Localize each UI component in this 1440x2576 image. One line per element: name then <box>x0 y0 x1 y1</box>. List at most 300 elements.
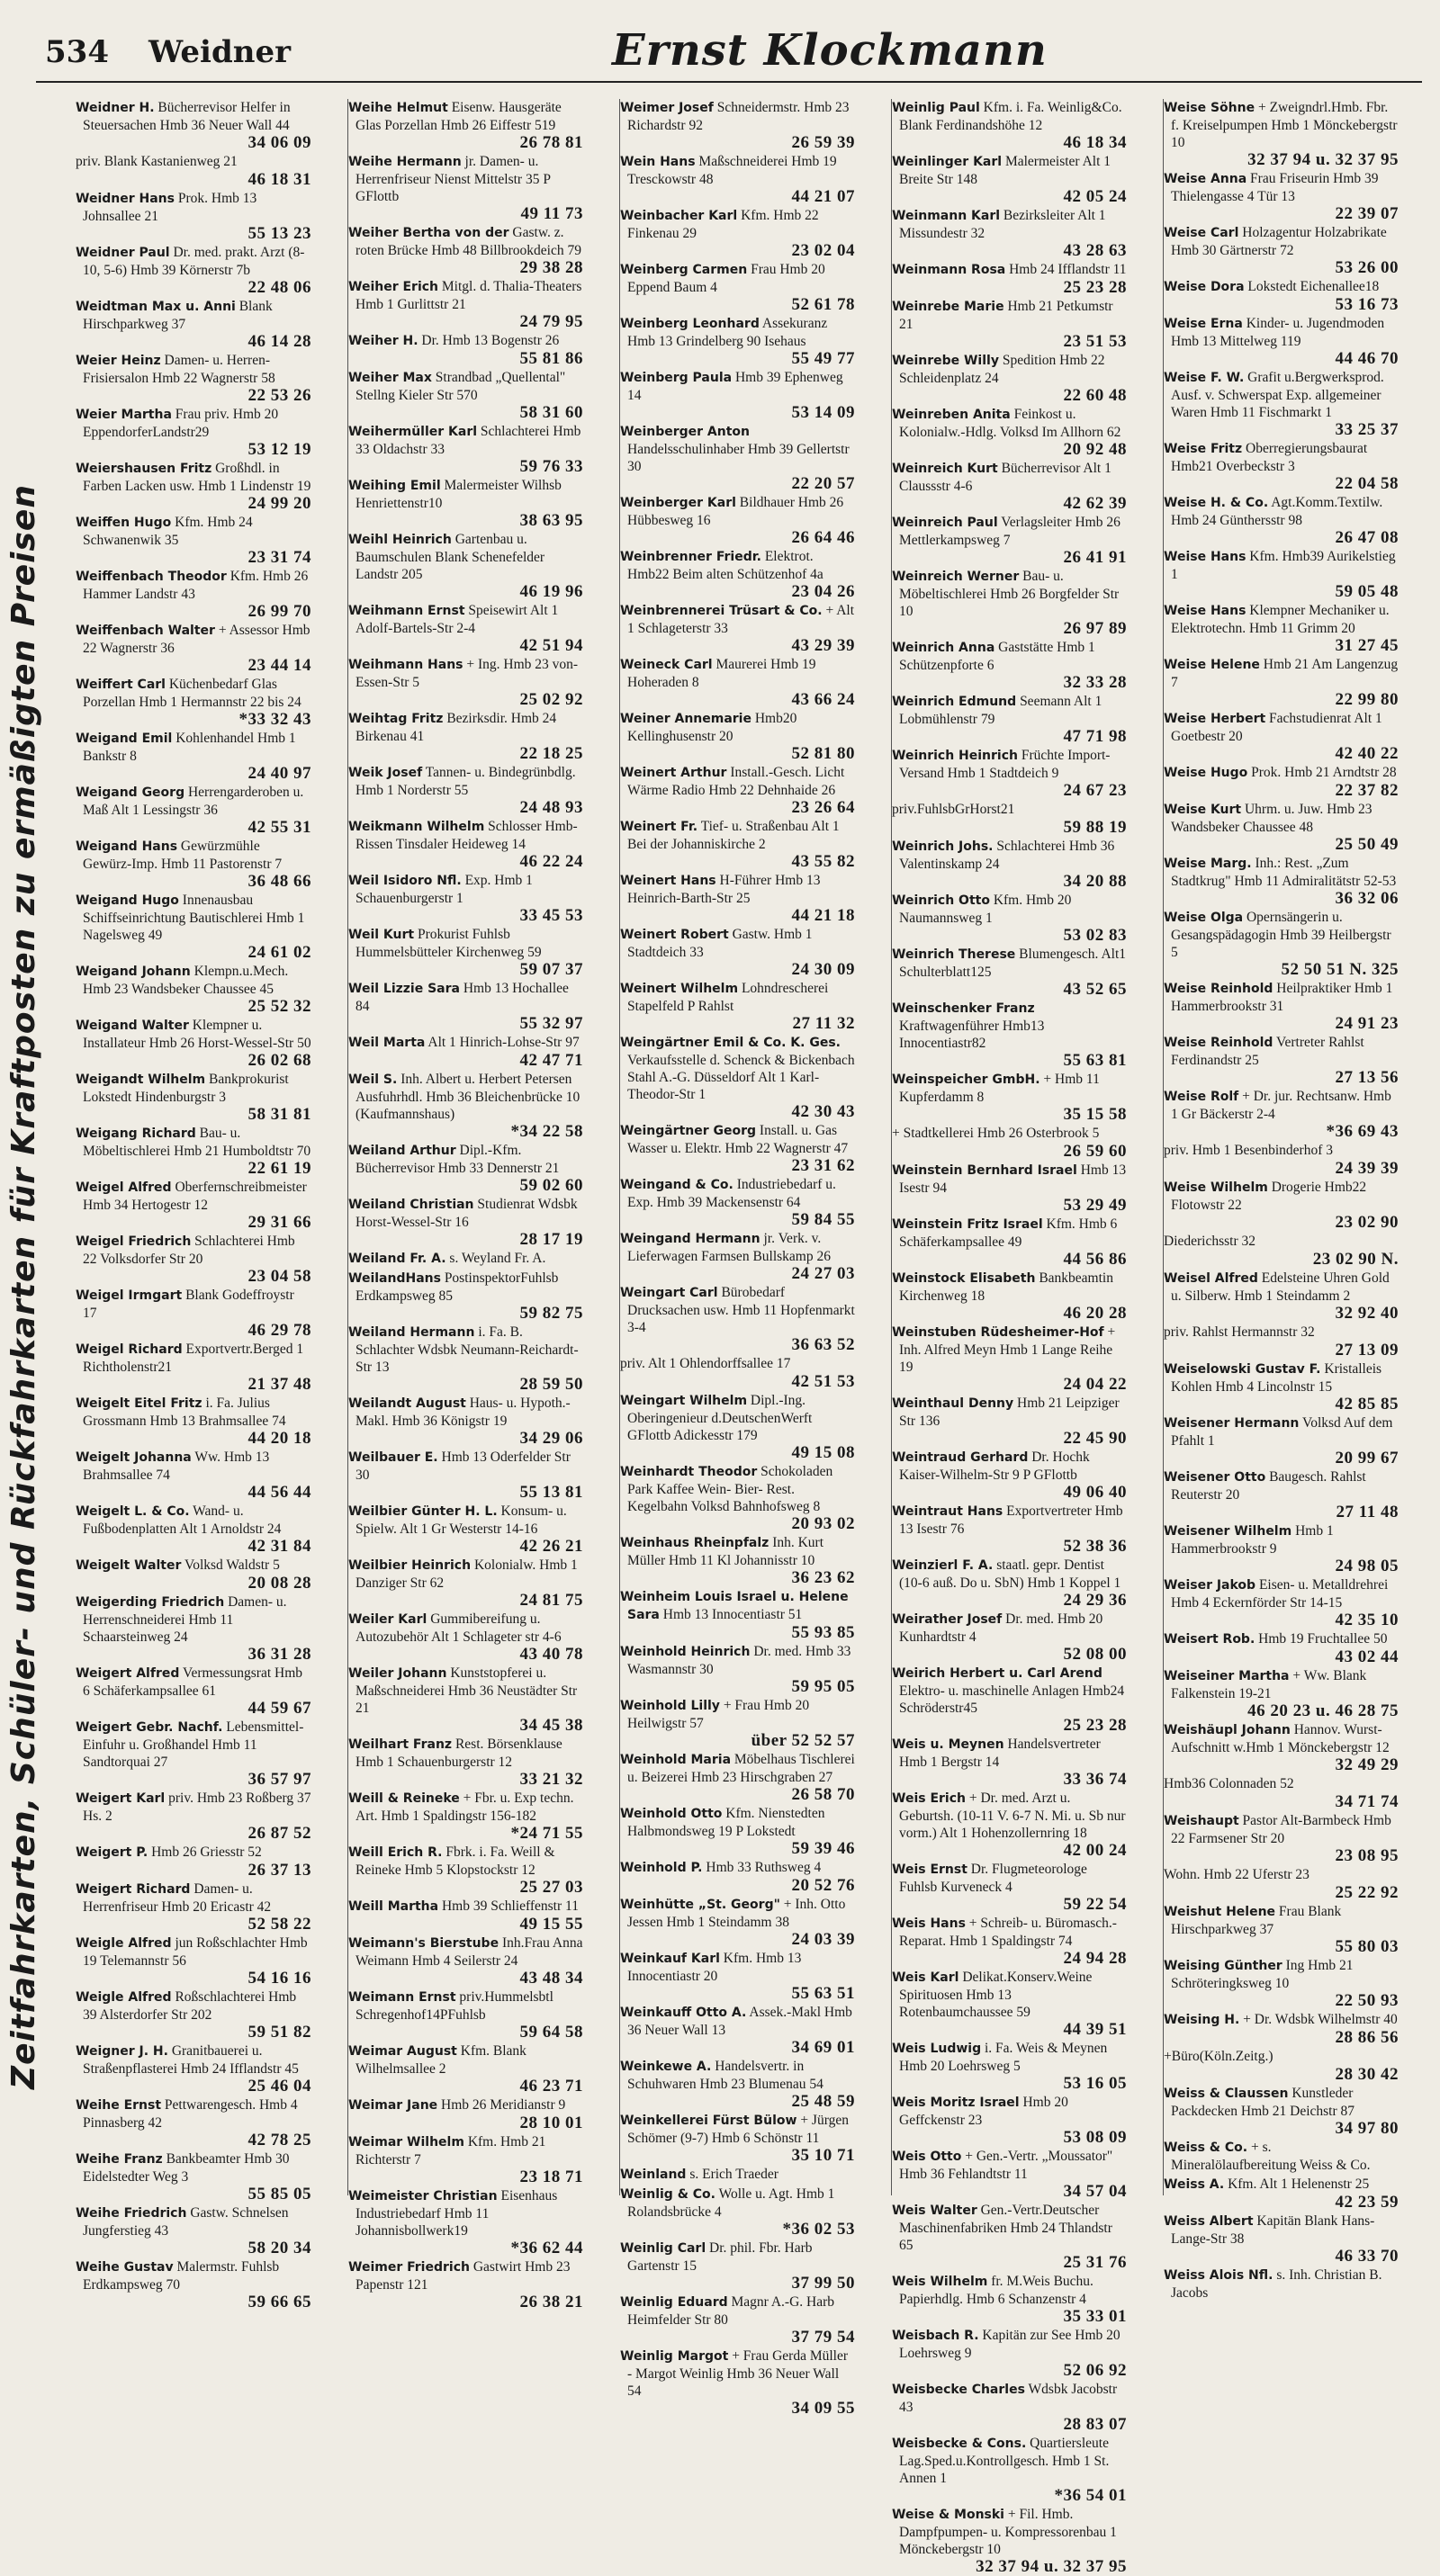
entry-phone: 25 22 92 <box>1335 1883 1399 1902</box>
entry-details: Install. u. Gas Wasser u. Elektr. Hmb 22 Wagnerstr 47 <box>627 1123 849 1156</box>
entry-details: Möbelhaus Tischlerei u. Beizerei Hmb 23 Hirschgraben 27 <box>627 1752 855 1785</box>
entry-phone: 42 23 59 <box>1335 2193 1399 2212</box>
entry-name: Weiershausen Fritz <box>76 462 212 476</box>
entry-details: Fbrk. i. Fa. Weill & Reineke Hmb 5 Klopstockstr 12 <box>356 1844 555 1878</box>
entry-phone: *36 62 44 <box>510 2239 583 2257</box>
entry-phone: 53 08 09 <box>1063 2128 1127 2147</box>
entry-details: + Inh. Alfred Meyn Hmb 1 Lange Reihe 19 <box>899 1324 1116 1375</box>
entry-name: Weinkellerei Fürst Bülow <box>620 2114 797 2128</box>
entry-name: Weinrich Heinrich <box>892 749 1018 763</box>
directory-entry <box>1164 1088 1399 1140</box>
directory-entry <box>348 1034 583 1069</box>
entry-name: Weishäupl Johann <box>1164 1723 1291 1737</box>
entry-phone: 52 81 80 <box>791 744 855 763</box>
entry-phone: *34 22 58 <box>510 1122 583 1141</box>
directory-entry <box>348 153 583 222</box>
directory-entry <box>348 872 583 924</box>
entry-details: Dr. Hochk Kaiser-Wilhelm-Str 9 P GFlottb <box>899 1450 1090 1483</box>
directory-entry <box>348 1071 583 1140</box>
entry-name: Weinrich Anna <box>892 641 995 655</box>
entry-details: + Assessor Hmb 22 Wagnerstr 36 <box>83 623 310 656</box>
entry-details: H-Führer Hmb 13 Heinrich-Barth-Str 25 <box>627 873 821 906</box>
entry-details: + Schreib- u. Büromasch.-Reparat. Hmb 1 Spaldingstr 74 <box>899 1916 1117 1949</box>
directory-entry <box>348 1142 583 1194</box>
directory-entry <box>620 1805 855 1857</box>
entry-details: Frau priv. Hmb 20 EppendorferLandstr29 <box>83 407 279 440</box>
entry-phone: 25 52 32 <box>248 997 311 1016</box>
entry-name: Weigel Richard <box>76 1342 183 1357</box>
entry-details: + s. Mineralölaufbereitung Weiss & Co. <box>1171 2140 1371 2173</box>
entry-details: Frau Friseurin Hmb 39 Thielengasse 4 Tür 13 <box>1171 171 1379 204</box>
entry-details: Kristalleis Kohlen Hmb 4 Lincolnstr 15 <box>1171 1361 1382 1395</box>
entry-name: Weis Hans <box>892 1916 966 1931</box>
directory-entry <box>892 2202 1127 2271</box>
directory-entry <box>892 1324 1127 1393</box>
directory-entry <box>892 1611 1127 1663</box>
entry-phone: 55 63 81 <box>1063 1051 1127 1070</box>
directory-entry <box>620 2004 855 2056</box>
entry-phone: 43 52 65 <box>1063 980 1127 999</box>
entry-phone: 23 04 26 <box>791 582 855 601</box>
entry-phone: 42 40 22 <box>1335 744 1399 763</box>
entry-name: Weinstein Bernhard Israel <box>892 1163 1077 1178</box>
directory-entry <box>1164 909 1399 978</box>
entry-name: Weihe Franz <box>76 2152 163 2167</box>
entry-details: Heilpraktiker Hmb 1 Hammerbrookstr 31 <box>1171 981 1393 1014</box>
directory-entry <box>1164 1721 1399 1773</box>
entry-details: Kfm. Hmb 26 Hammer Landstr 43 <box>83 569 309 602</box>
entry-details: Klempner u. Installateur Hmb 26 Horst-Wessel-Str 50 <box>83 1018 311 1051</box>
directory-entry <box>1164 440 1399 492</box>
directory-entry <box>1164 1468 1399 1521</box>
directory-entry <box>1164 1270 1399 1322</box>
entry-details: Vermessungsrat Hmb 6 Schäferkampsallee 61 <box>83 1665 303 1699</box>
entry-name: Weihtag Fritz <box>348 712 444 726</box>
directory-entry <box>76 838 311 890</box>
entry-details: Vertreter Rahlst Ferdinandstr 25 <box>1171 1035 1364 1068</box>
directory-entry <box>892 1557 1127 1609</box>
entry-name: Weigelt L. & Co. <box>76 1504 190 1519</box>
directory-entry <box>76 1287 311 1339</box>
entry-phone: 53 14 09 <box>791 403 855 422</box>
entry-phone: 25 02 92 <box>519 690 583 709</box>
entry-phone: 47 71 98 <box>1063 727 1127 746</box>
directory-entry <box>76 352 311 404</box>
entry-phone: 43 48 34 <box>519 1969 583 1988</box>
entry-phone: 37 99 50 <box>791 2274 855 2293</box>
entry-details: priv. Rahlst Hermannstr 32 <box>1164 1324 1315 1340</box>
directory-entry <box>1164 656 1399 708</box>
entry-details: Assek.-Makl Hmb 36 Neuer Wall 13 <box>627 2005 852 2038</box>
entry-name: Weis Karl <box>892 1970 959 1985</box>
entry-name: Weinlig Margot <box>620 2349 729 2364</box>
entry-details: Bezirksleiter Alt 1 Missundestr 32 <box>899 208 1106 241</box>
entry-name: Weinrich Therese <box>892 947 1016 962</box>
entry-phone: 55 80 03 <box>1335 1937 1399 1956</box>
directory-entry <box>76 1880 311 1933</box>
entry-details: Damen- u. Herren-Frisiersalon Hmb 22 Wagnerstr 58 <box>83 353 275 386</box>
directory-entry <box>620 980 855 1032</box>
entry-phone: 59 88 19 <box>1063 818 1127 837</box>
directory-entry <box>76 244 311 296</box>
directory-entry <box>620 656 855 708</box>
entry-details: Hmb 24 Ifflandstr 11 <box>1009 262 1127 277</box>
entry-details: Handelsvertr. in Schuhwaren Hmb 23 Blumenau 54 <box>627 2059 824 2092</box>
entry-phone: 24 39 39 <box>1335 1159 1399 1178</box>
entry-details: Dipl.-Ing. Oberingenieur d.DeutschenWerft GFlottb Adickesstr 179 <box>627 1393 813 1443</box>
entry-details: Hmb 33 Ruthsweg 4 <box>706 1860 822 1875</box>
entry-details: Exportvertreter Hmb 13 Isestr 76 <box>899 1503 1123 1537</box>
entry-phone: 34 45 38 <box>519 1716 583 1735</box>
entry-details: Kohlenhandel Hmb 1 Bankstr 8 <box>83 731 296 764</box>
entry-phone: 36 57 97 <box>248 1770 311 1789</box>
directory-entry <box>892 1071 1127 1123</box>
entry-details: Diederichsstr 32 <box>1164 1234 1256 1249</box>
directory-entry <box>348 926 583 978</box>
directory-entry <box>620 1122 855 1174</box>
entry-phone: 58 20 34 <box>248 2239 311 2257</box>
entry-phone: 59 05 48 <box>1335 582 1399 601</box>
entry-details: Quartiersleute Lag.Sped.u.Kontrollgesch. Hmb 1 St. Annen 1 <box>899 2436 1110 2486</box>
entry-phone: 24 27 03 <box>791 1264 855 1283</box>
entry-phone: 22 18 25 <box>519 744 583 763</box>
entry-name: Weinhardt Theodor <box>620 1465 758 1479</box>
entry-details: Innenausbau Schiffseinrichtung Bautischlerei Hmb 1 Nagelsweg 49 <box>83 893 305 943</box>
directory-entry <box>620 423 855 492</box>
entry-name: Weiss & Co. <box>1164 2141 1248 2155</box>
entry-name: Weinberger Karl <box>620 496 736 510</box>
entry-details: Schlosser Hmb-Rissen Tinsdaler Heideweg 14 <box>356 819 578 852</box>
entry-name: Weigand Hugo <box>76 893 179 908</box>
entry-phone: 32 92 40 <box>1335 1304 1399 1323</box>
directory-entry <box>892 568 1127 637</box>
directory-entry <box>1164 2085 1399 2137</box>
entry-details: Elektrot. Hmb22 Beim alten Schützenhof 4a <box>627 549 824 582</box>
entry-phone: 25 48 59 <box>791 2092 855 2111</box>
entry-phone: 42 31 84 <box>248 1537 311 1556</box>
entry-name: Weinberger Anton <box>620 425 750 439</box>
entry-details: Kapitän Blank Hans-Lange-Str 38 <box>1171 2213 1375 2247</box>
directory-entry <box>1164 1179 1399 1231</box>
directory-entry <box>76 2042 311 2095</box>
entry-name: Weigert Karl <box>76 1791 166 1806</box>
entry-name: Weinert Robert <box>620 928 729 942</box>
entry-details: Baugesch. Rahlst Reuterstr 20 <box>1171 1469 1366 1503</box>
entry-name: Weigle Alfred <box>76 1990 172 2005</box>
entry-name: Weiland Fr. A. <box>348 1252 446 1266</box>
entry-name: Weinert Hans <box>620 874 716 888</box>
entry-phone: 42 30 43 <box>791 1102 855 1121</box>
entry-name: Weise Dora <box>1164 280 1245 294</box>
directory-entry <box>620 1697 855 1749</box>
directory-entry <box>348 2096 583 2132</box>
entry-details: Schlachterei Hmb 22 Volksdorfer Str 20 <box>83 1234 295 1267</box>
directory-entry <box>620 153 855 205</box>
header-rule <box>36 81 1422 83</box>
entry-details: Gummibereifung u. Autozubehör Alt 1 Schlageter str 4-6 <box>356 1611 562 1645</box>
entry-name: Weise H. & Co. <box>1164 496 1269 510</box>
entry-details: Gastwirt Hmb 23 Papenstr 121 <box>356 2259 571 2293</box>
directory-entry <box>620 2112 855 2164</box>
entry-name: Weiss Albert <box>1164 2214 1254 2229</box>
entry-name: Weiseiner Martha <box>1164 1669 1290 1683</box>
entry-name: Weigner J. H. <box>76 2044 168 2059</box>
entry-name: Weinhold Otto <box>620 1807 723 1821</box>
entry-details: Kfm. Nienstedten Halbmondsweg 19 P Lokstedt <box>627 1806 825 1839</box>
entry-name: Weinbacher Karl <box>620 209 738 223</box>
directory-entry <box>892 2381 1127 2433</box>
entry-phone: 33 45 53 <box>519 906 583 925</box>
entry-details: Kunstleder Packdecken Hmb 21 Deichstr 87 <box>1171 2086 1355 2119</box>
directory-entry <box>76 1988 311 2041</box>
directory-entry <box>1164 1522 1399 1575</box>
entry-phone: 24 91 23 <box>1335 1014 1399 1033</box>
entry-details: Industriebedarf u. Exp. Hmb 39 Mackensenstr 64 <box>627 1177 836 1210</box>
entry-details: Granitbauerei u. Straßenpflasterei Hmb 24 Ifflandstr 45 <box>83 2043 299 2077</box>
entry-details: + Zweigndrl.Hmb. Fbr. f. Kreiselpumpen Hmb 1 Mönckebergstr 10 <box>1171 100 1398 150</box>
entry-phone: 33 21 32 <box>519 1770 583 1789</box>
directory-entry <box>348 1790 583 1842</box>
entry-details: Wdsbk Jacobstr 43 <box>899 2382 1118 2415</box>
entry-name: Weilandt August <box>348 1396 466 1411</box>
entry-name: Weis Otto <box>892 2150 962 2164</box>
entry-name: Weising H. <box>1164 2013 1240 2027</box>
entry-name: Weinlinger Karl <box>892 155 1003 169</box>
entry-phone: 26 47 08 <box>1335 528 1399 547</box>
directory-entry <box>1164 980 1399 1032</box>
entry-name: Weishut Helene <box>1164 1905 1276 1919</box>
entry-details: Dipl.-Kfm. Bücherrevisor Hmb 33 Dennerstr 21 <box>356 1143 560 1176</box>
directory-entry <box>1164 369 1399 438</box>
entry-details: Gen.-Vertr.Deutscher Maschinenfabriken Hmb 24 Thlandstr 65 <box>899 2203 1112 2253</box>
entry-details: Kinder- u. Jugendmoden Hmb 13 Mittelweg 119 <box>1171 316 1385 349</box>
entry-name: Weinberg Paula <box>620 371 733 385</box>
entry-phone: 26 64 46 <box>791 528 855 547</box>
directory-entry <box>620 764 855 816</box>
entry-name: Weigand Johann <box>76 965 191 979</box>
entry-phone: 59 82 75 <box>519 1304 583 1323</box>
entry-name: Weinrich Otto <box>892 893 990 908</box>
directory-entry <box>348 531 583 600</box>
entry-details: Maßschneiderei Hmb 19 Tresckowstr 48 <box>627 154 837 187</box>
entry-details: Eisenhaus Industriebedarf Hmb 11 Johannisbollwerk19 <box>356 2188 558 2239</box>
entry-name: Weintraut Hans <box>892 1504 1004 1519</box>
entry-name: Weise Reinhold <box>1164 1036 1274 1050</box>
directory-entry <box>892 352 1127 404</box>
entry-details: + Gen.-Vertr. „Moussator" Hmb 36 Fehlandtstr 11 <box>899 2149 1113 2182</box>
entry-details: Prokurist Fuhlsb Hummelsbütteler Kirchenweg 59 <box>356 927 542 960</box>
entry-name: Weiss A. <box>1164 2177 1225 2192</box>
entry-phone: 26 41 91 <box>1063 548 1127 567</box>
directory-entry <box>892 1162 1127 1214</box>
entry-details: s. Inh. Christian B. Jacobs <box>1171 2267 1382 2301</box>
entry-name: Weihl Heinrich <box>348 533 452 547</box>
entry-details: Ww. Hmb 13 Brahmsallee 74 <box>83 1450 270 1483</box>
entry-details: Delikat.Konserv.Weine Spirituosen Hmb 13 Rotenbaumchaussee 59 <box>899 1970 1093 2020</box>
entry-phone: 24 61 02 <box>248 943 311 962</box>
directory-entry <box>348 1934 583 1987</box>
entry-name: Weigandt Wilhelm <box>76 1073 206 1087</box>
entry-name: Weimeister Christian <box>348 2189 498 2204</box>
directory-entry <box>892 801 1127 836</box>
entry-details: Hannov. Wurst-Aufschnitt w.Hmb 1 Mönckebergstr 12 <box>1171 1722 1390 1755</box>
entry-name: Weise Anna <box>1164 172 1247 186</box>
directory-entry <box>1164 315 1399 367</box>
entry-phone: 23 31 62 <box>791 1156 855 1175</box>
entry-details: Pettwarengesch. Hmb 4 Pinnasberg 42 <box>83 2097 298 2131</box>
entry-details: Bücherrevisor Alt 1 Claussstr 4-6 <box>899 461 1112 494</box>
entry-details: Kapitän zur See Hmb 20 Loehrsweg 9 <box>899 2328 1120 2361</box>
entry-phone: 43 55 82 <box>791 852 855 871</box>
entry-phone: 26 37 13 <box>248 1861 311 1880</box>
directory-entry <box>620 1896 855 1948</box>
entry-phone: 27 13 56 <box>1335 1068 1399 1087</box>
entry-details: + Hmb 11 Kupferdamm 8 <box>899 1072 1100 1105</box>
directory-entry <box>348 1557 583 1609</box>
directory-entry <box>76 1125 311 1177</box>
directory-entry <box>892 99 1127 151</box>
entry-phone: 46 20 28 <box>1063 1304 1127 1323</box>
entry-phone: 25 31 76 <box>1063 2253 1127 2272</box>
entry-phone: 24 40 97 <box>248 764 311 783</box>
entry-details: Bau- u. Möbeltischlerei Hmb 21 Humboldtstr 70 <box>83 1126 311 1159</box>
entry-phone: 49 11 73 <box>520 204 583 223</box>
entry-phone: 28 30 42 <box>1335 2065 1399 2084</box>
entry-phone: *36 54 01 <box>1054 2486 1127 2505</box>
entry-phone: 42 26 21 <box>519 1537 583 1556</box>
directory-entry <box>348 1898 583 1933</box>
entry-name: Weinberg Leonhard <box>620 317 760 331</box>
entry-phone: 42 00 24 <box>1063 1841 1127 1860</box>
entry-details: Lebensmittel-Einfuhr u. Großhandel Hmb 11 Sandtorquai 27 <box>83 1719 304 1770</box>
directory-entry <box>76 1341 311 1393</box>
directory-entry <box>620 710 855 762</box>
side-advertisement-banner: Zeitfahrkarten, Schüler- und Rückfahrkarten für Kraftposten zu ermäßigten Preisen <box>5 484 42 2089</box>
directory-entry <box>892 1270 1127 1322</box>
entry-name: Weinert Wilhelm <box>620 982 739 996</box>
entry-phone: 28 10 01 <box>519 2114 583 2132</box>
entry-details: + Jürgen Schömer (9-7) Hmb 6 Schönstr 11 <box>627 2113 849 2146</box>
directory-entry <box>76 1503 311 1555</box>
entry-name: Weinkauf Karl <box>620 1952 720 1966</box>
entry-phone: 24 67 23 <box>1063 781 1127 800</box>
entry-details: Edelsteine Uhren Gold u. Silberw. Hmb 1 Steindamm 2 <box>1171 1270 1390 1304</box>
entry-name: Weinberg Carmen <box>620 263 748 277</box>
entry-name: Weise Söhne <box>1164 101 1256 115</box>
entry-phone: 46 33 70 <box>1335 2247 1399 2266</box>
entry-details: + Alt 1 Schlageterstr 33 <box>627 603 855 636</box>
directory-entry <box>1164 548 1399 600</box>
entry-name: Weinmann Karl <box>892 209 1001 223</box>
entry-name: Weigle Alfred <box>76 1936 172 1951</box>
entry-phone: 28 86 56 <box>1335 2028 1399 2047</box>
directory-entry <box>1164 1903 1399 1955</box>
directory-entry <box>892 2094 1127 2146</box>
entry-details: + Dr. jur. Rechtsanw. Hmb 1 Gr Bäckerstr 2-4 <box>1171 1089 1391 1122</box>
entry-name: Weiher Bertha von der <box>348 226 509 240</box>
directory-entry <box>348 1270 583 1322</box>
entry-phone: 49 15 08 <box>791 1443 855 1462</box>
directory-entry <box>1164 1576 1399 1629</box>
entry-phone: 46 20 23 u. 46 28 75 <box>1247 1701 1399 1720</box>
entry-phone: 44 21 07 <box>791 187 855 206</box>
directory-entry <box>620 1355 855 1390</box>
entry-name: Weihe Hermann <box>348 155 462 169</box>
entry-name: Weiffen Hugo <box>76 516 172 530</box>
directory-entry <box>348 2042 583 2095</box>
entry-details: Dr. Hmb 13 Bogenstr 26 <box>421 333 560 348</box>
directory-entry <box>76 730 311 782</box>
entry-name: Weiss & Claussen <box>1164 2087 1289 2101</box>
directory-entry <box>892 261 1127 296</box>
directory-entry <box>348 332 583 367</box>
directory-entry <box>76 1233 311 1285</box>
entry-name: Weis Walter <box>892 2204 977 2218</box>
directory-entry <box>76 1844 311 1879</box>
entry-phone: 23 44 14 <box>248 656 311 675</box>
entry-details: Seemann Alt 1 Lobmühlenstr 79 <box>899 694 1102 727</box>
entry-details: Kfm. Hmb 24 Schwanenwik 35 <box>83 515 253 548</box>
entry-name: WeilandHans <box>348 1271 441 1286</box>
entry-name: Weiffenbach Walter <box>76 624 215 638</box>
directory-entry <box>620 1284 855 1353</box>
running-head: Weidner <box>148 34 291 70</box>
directory-entry <box>348 1324 583 1393</box>
directory-entry <box>348 423 583 475</box>
directory-entry <box>76 1790 311 1842</box>
entry-name: Weil S. <box>348 1073 398 1087</box>
directory-columns <box>76 99 1426 2576</box>
entry-details: Frau Blank Hirschparkweg 37 <box>1171 1904 1342 1937</box>
entry-details: i. Fa. B. Schlachter Wdsbk Neumann-Reichardt-Str 13 <box>356 1324 579 1375</box>
entry-name: Weiselowski Gustav F. <box>1164 1362 1321 1377</box>
entry-phone: 53 29 49 <box>1063 1196 1127 1215</box>
directory-entry <box>348 656 583 708</box>
directory-entry <box>892 1665 1127 1734</box>
entry-details: Tannen- u. Bindegrünbdlg. Hmb 1 Norderstr 55 <box>356 765 576 798</box>
entry-details: Hmb36 Colonnaden 52 <box>1164 1776 1294 1791</box>
entry-name: Weigelt Walter <box>76 1558 182 1573</box>
directory-entry <box>892 2506 1127 2575</box>
entry-name: Weis u. Meynen <box>892 1737 1004 1752</box>
entry-name: Weising Günther <box>1164 1959 1282 1973</box>
directory-entry <box>348 1503 583 1555</box>
directory-entry <box>1164 1414 1399 1467</box>
entry-details: Gaststätte Hmb 1 Schützenpforte 6 <box>899 640 1095 673</box>
entry-name: Weise Erna <box>1164 317 1243 331</box>
entry-phone: 22 20 57 <box>791 474 855 493</box>
entry-name: Weihermüller Karl <box>348 425 478 439</box>
directory-entry <box>1164 710 1399 762</box>
entry-phone: 44 46 70 <box>1335 349 1399 368</box>
directory-entry <box>620 1950 855 2002</box>
entry-phone: 53 12 19 <box>248 440 311 459</box>
entry-phone: 23 02 04 <box>791 241 855 260</box>
directory-entry <box>348 1196 583 1248</box>
entry-name: Weihe Friedrich <box>76 2206 187 2221</box>
entry-details: Bankbeamtin Kirchenweg 18 <box>899 1270 1113 1304</box>
entry-phone: 59 22 54 <box>1063 1895 1127 1914</box>
entry-name: Weihe Gustav <box>76 2260 174 2275</box>
entry-details: Volksd Waldstr 5 <box>184 1557 280 1573</box>
entry-phone: 24 04 22 <box>1063 1375 1127 1394</box>
entry-name: Weinmann Rosa <box>892 263 1006 277</box>
entry-details: s. Weyland Fr. A. <box>449 1251 546 1266</box>
entry-name: Weise Rolf <box>1164 1090 1239 1104</box>
entry-details: s. Erich Traeder <box>689 2167 778 2182</box>
entry-phone: 25 27 03 <box>519 1878 583 1897</box>
directory-column <box>891 99 1127 2576</box>
